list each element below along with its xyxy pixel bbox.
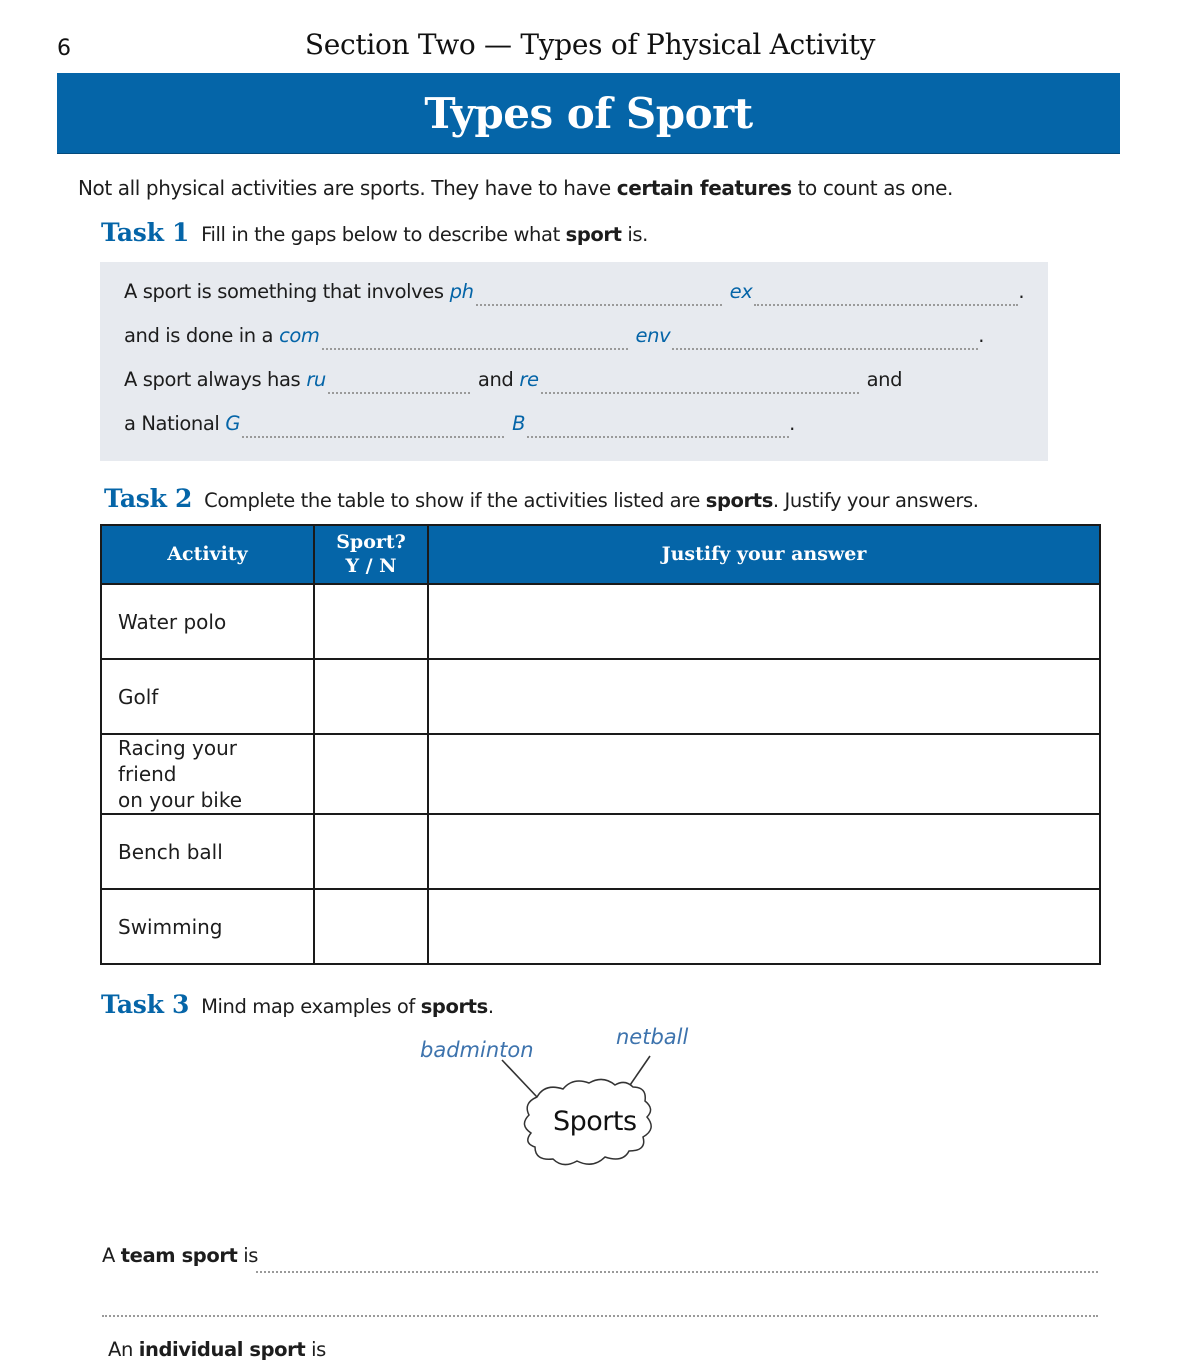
- mind-map: [400, 1020, 720, 1180]
- gap-line-suffix: .: [789, 412, 795, 435]
- justify-cell[interactable]: [428, 814, 1100, 889]
- justify-cell[interactable]: [428, 734, 1100, 814]
- activity-name: Bench ball: [118, 839, 223, 864]
- activities-table: [100, 524, 1101, 965]
- gap-hint: ru: [306, 368, 326, 391]
- task3-bold: sports: [420, 995, 488, 1018]
- sport-yn-cell[interactable]: [314, 734, 428, 814]
- title-banner: [57, 73, 1120, 154]
- gap-line-suffix: .: [978, 324, 985, 347]
- task1-bold: sport: [565, 223, 622, 246]
- activity-cell: [101, 734, 314, 814]
- justify-cell[interactable]: [428, 889, 1100, 964]
- table-row: [101, 814, 1100, 889]
- intro-text-before: Not all physical activities are sports. They have to have: [78, 176, 617, 200]
- task1-text-after: is.: [621, 223, 648, 246]
- individual-sport-bold: individual sport: [138, 1338, 306, 1361]
- sport-yn-cell[interactable]: [314, 814, 428, 889]
- activity-cell: [101, 659, 314, 734]
- justify-cell[interactable]: [428, 584, 1100, 659]
- page-title: Types of Sport: [424, 88, 753, 138]
- individual-sport-suffix: is: [305, 1338, 326, 1361]
- gap-line-3: [124, 368, 902, 391]
- gap-line-suffix: .: [1018, 280, 1025, 303]
- task3-text-before: Mind map examples of: [201, 995, 421, 1018]
- table-row: [101, 889, 1100, 964]
- task2-text-after: . Justify your answers.: [772, 489, 979, 512]
- team-sport-definition: [102, 1244, 258, 1267]
- gap-hint: ph: [449, 280, 474, 303]
- gap-hint: re: [519, 368, 539, 391]
- sport-yn-cell[interactable]: [314, 659, 428, 734]
- individual-sport-prefix: An: [108, 1338, 139, 1361]
- gap-hint: B: [512, 412, 526, 435]
- task1-instruction: [201, 223, 648, 246]
- activity-name: Golf: [118, 684, 159, 709]
- justify-cell[interactable]: [428, 659, 1100, 734]
- intro-bold: certain features: [616, 176, 792, 200]
- activity-name: Water polo: [118, 609, 227, 634]
- gap-hint: env: [635, 324, 671, 347]
- mind-map-example: badminton: [420, 1038, 534, 1062]
- gap-blank[interactable]: [672, 347, 978, 350]
- task2-label: Task 2: [104, 484, 193, 513]
- gap-hint: com: [279, 324, 320, 347]
- fill-gaps-box: [100, 262, 1048, 461]
- team-sport-prefix: A: [102, 1244, 121, 1267]
- mind-map-center: Sports: [553, 1106, 637, 1137]
- task3-instruction: [201, 995, 494, 1018]
- gap-line-4: [124, 412, 795, 435]
- task3-heading: [101, 990, 494, 1019]
- intro-text-after: to count as one.: [791, 176, 954, 200]
- task2-bold: sports: [705, 489, 773, 512]
- answer-line[interactable]: [256, 1270, 1098, 1273]
- gap-blank[interactable]: [541, 391, 859, 394]
- activity-cell: [101, 584, 314, 659]
- table-row: [101, 584, 1100, 659]
- gap-blank[interactable]: [754, 303, 1018, 306]
- table-row: [101, 659, 1100, 734]
- team-sport-suffix: is: [237, 1244, 259, 1267]
- column-header-activity: Activity: [101, 525, 314, 584]
- task1-text-before: Fill in the gaps below to describe what: [201, 223, 566, 246]
- gap-hint: ex: [729, 280, 753, 303]
- gap-line-suffix: and: [866, 368, 903, 391]
- activity-name: Swimming: [118, 914, 223, 939]
- task1-label: Task 1: [101, 218, 190, 247]
- column-header-sport-line2: Y / N: [345, 554, 397, 577]
- connector-line-netball: [628, 1056, 650, 1088]
- sport-yn-cell[interactable]: [314, 584, 428, 659]
- column-header-sport-line1: Sport?: [336, 530, 406, 553]
- column-header-sport: [314, 525, 428, 584]
- team-sport-bold: team sport: [120, 1244, 238, 1267]
- section-title: Section Two — Types of Physical Activity: [304, 28, 876, 61]
- table-row: [101, 734, 1100, 814]
- page-number: 6: [57, 36, 71, 61]
- column-header-justify: Justify your answer: [428, 525, 1100, 584]
- gap-blank[interactable]: [322, 347, 628, 350]
- task3-label: Task 3: [101, 990, 190, 1019]
- gap-line-middle: and: [477, 368, 514, 391]
- activity-name: Racing your friend: [118, 736, 237, 786]
- task2-instruction: [204, 489, 978, 512]
- gap-line-text: a National: [124, 412, 220, 435]
- table-header-row: [101, 525, 1100, 584]
- gap-line-text: and is done in a: [124, 324, 274, 347]
- task2-text-before: Complete the table to show if the activities listed are: [204, 489, 706, 512]
- gap-line-text: A sport always has: [124, 368, 301, 391]
- gap-hint: G: [225, 412, 241, 435]
- activity-name-line2: on your bike: [118, 788, 243, 812]
- gap-line-2: [124, 324, 984, 347]
- connector-line-badminton: [502, 1060, 537, 1097]
- gap-blank[interactable]: [476, 303, 722, 306]
- task3-text-after: .: [487, 995, 494, 1018]
- sport-yn-cell[interactable]: [314, 889, 428, 964]
- gap-blank[interactable]: [328, 391, 470, 394]
- activity-cell: [101, 814, 314, 889]
- mind-map-example: netball: [616, 1025, 689, 1049]
- activity-cell: [101, 889, 314, 964]
- answer-line[interactable]: [102, 1314, 1098, 1317]
- gap-blank[interactable]: [242, 435, 504, 438]
- intro-text: [78, 176, 953, 200]
- task2-heading: [104, 484, 979, 513]
- gap-blank[interactable]: [527, 435, 789, 438]
- gap-line-text: A sport is something that involves: [124, 280, 444, 303]
- gap-line-1: [124, 280, 1024, 303]
- task1-heading: [101, 218, 648, 247]
